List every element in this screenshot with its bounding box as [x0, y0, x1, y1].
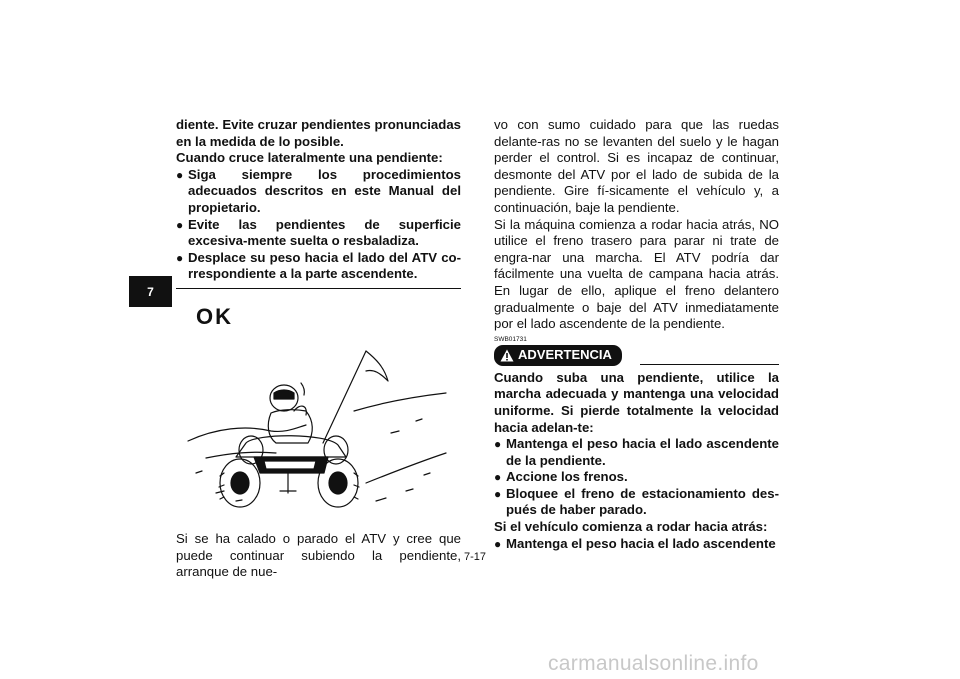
warning-rule: [640, 364, 779, 365]
chapter-tab: [129, 276, 172, 307]
illustration-ok-label: OK: [196, 303, 233, 329]
warning-badge: [494, 345, 622, 366]
warning-header: [494, 345, 779, 366]
right-paragraph-1: vo con sumo cuidado para que las ruedas delante-ras no se levanten del suelo y le hagan perder el control. Si es incapaz de continuar, desmonte del ATV por el lado de subida de la pendiente. Gire fí-sicamente el vehículo y, a continuación, baje la pendiente.: [494, 117, 779, 215]
watermark: carmanualsonline.info: [548, 652, 759, 675]
warning-triangle-icon: [500, 349, 514, 362]
left-paragraph-2: Si se ha calado o parado el ATV y cree que puede continuar subiendo la pendiente, arranque de nue-: [176, 530, 461, 580]
section-divider: [176, 288, 461, 289]
right-bullet-3: ● Bloquee el freno de estacionamiento des-pués de haber parado.: [494, 485, 779, 518]
left-bullet-1: ● Siga siempre los procedimientos adecuados descritos en este Manual del propietario.: [176, 166, 461, 215]
right-paragraph-4: Si el vehículo comienza a rodar hacia atrás:: [494, 519, 768, 535]
left-bullet-2: ● Evite las pendientes de superficie excesiva-mente suelta o resbaladiza.: [176, 216, 461, 249]
bullet-dot-icon: ●: [176, 167, 184, 182]
left-subheading: Cuando cruce lateralmente una pendiente:: [176, 150, 443, 166]
right-column: [494, 117, 779, 552]
right-paragraph-3: Cuando suba una pendiente, utilice la marcha adecuada y mantenga una velocidad uniforme. Si pierde totalmente la velocidad hacia adelan-te:: [494, 369, 779, 435]
bullet-dot-icon: ●: [176, 250, 184, 265]
right-bullet-2: ● Accione los frenos.: [494, 469, 628, 485]
page-number: 7-17: [464, 551, 487, 563]
atv-uphill-illustration: [176, 333, 461, 523]
right-bullet-4: ● Mantenga el peso hacia el lado ascendente: [494, 535, 776, 551]
right-paragraph-2: Si la máquina comienza a rodar hacia atrás, NO utilice el freno trasero para parar ni trate de engra-nar una marcha. El ATV podría dar fácilmente una vuelta de campana hacia atrás. En lugar de ello, aplique el freno delantero gradualmente o baje del ATV inmediatamente por el lado ascendente de la pendiente.: [494, 216, 779, 332]
bullet-dot-icon: ●: [494, 437, 502, 452]
bullet-dot-icon: ●: [494, 486, 502, 501]
warning-code: SWB01731: [494, 335, 527, 343]
warning-label: ADVERTENCIA: [518, 346, 612, 362]
left-column: [176, 117, 461, 581]
left-paragraph-1: diente. Evite cruzar pendientes pronunciadas en la medida de lo posible.: [176, 117, 461, 149]
bullet-dot-icon: ●: [494, 536, 502, 551]
right-bullet-1: ● Mantenga el peso hacia el lado ascendente de la pendiente.: [494, 436, 779, 468]
bullet-dot-icon: ●: [176, 217, 184, 232]
chapter-tab-number: 7: [147, 284, 154, 299]
left-bullet-3: ● Desplace su peso hacia el lado del ATV co-rrespondiente a la parte ascendente.: [176, 249, 461, 282]
bullet-dot-icon: ●: [494, 470, 502, 485]
